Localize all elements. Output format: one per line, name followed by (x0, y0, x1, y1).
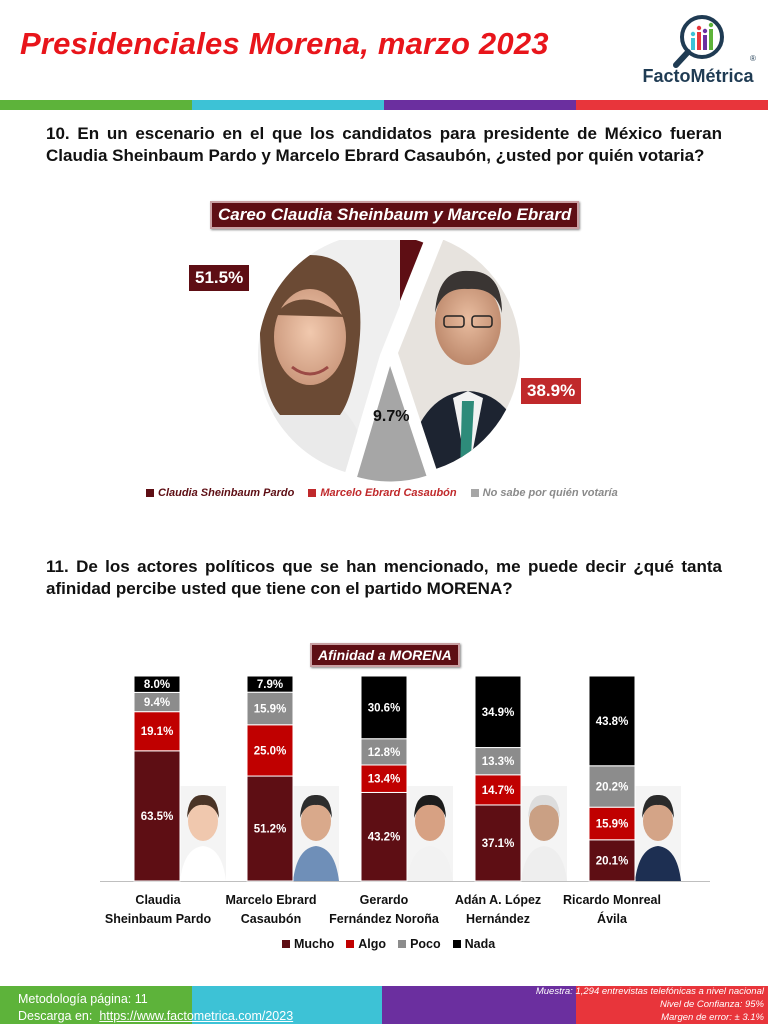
legend-label: Algo (358, 937, 387, 951)
category-line: Ricardo Monreal (563, 893, 661, 907)
magnifier-chart-icon (636, 12, 762, 68)
legend-swatch (453, 940, 461, 948)
category-label (324, 891, 444, 929)
page-title: Presidenciales Morena, marzo 2023 (20, 26, 549, 61)
category-line: Hernández (466, 912, 530, 926)
data-label: 43.8% (595, 715, 629, 728)
category-line: Claudia (135, 893, 181, 907)
pie-legend (146, 487, 618, 499)
category-line: Casaubón (240, 912, 302, 926)
data-label: 37.1% (481, 837, 515, 850)
candidate-photo (521, 786, 567, 881)
slice-label-ebrard: 38.9% (521, 378, 581, 404)
legend-label: Marcelo Ebrard Casaubón (320, 487, 457, 499)
data-label: 13.3% (481, 756, 515, 769)
data-label: 7.9% (256, 679, 284, 692)
category-line: Adán A. López (454, 893, 542, 907)
bar-legend (282, 937, 495, 951)
pie-chart (0, 240, 768, 500)
footer-info (18, 991, 293, 1025)
legend-label: Nada (464, 937, 496, 951)
data-label: 12.8% (367, 746, 401, 759)
legend-swatch (282, 940, 290, 948)
pie-chart-title: Careo Claudia Sheinbaum y Marcelo Ebrard (210, 201, 579, 229)
slice-label-no-sabe: 9.7% (373, 408, 410, 425)
legend-swatch (398, 940, 406, 948)
registered-mark: ® (750, 54, 756, 63)
question-11: 11. De los actores políticos que se han mencionado, me puede decir ¿qué tanta afinidad percibe usted que tiene con el partido MORENA? (46, 557, 722, 598)
confidence-text: Nivel de Confianza: 95% (659, 999, 764, 1010)
candidate-photo (407, 786, 453, 881)
legend-swatch (346, 940, 354, 948)
legend-item-mucho (282, 937, 334, 951)
data-label: 8.0% (143, 679, 171, 692)
factometrica-logo (636, 12, 762, 92)
bar-chart-title: Afinidad a MORENA (310, 643, 460, 667)
legend-label: Mucho (294, 937, 335, 951)
candidate-photo (180, 786, 226, 881)
survey-notes (536, 985, 764, 1024)
category-line: Ávila (597, 912, 627, 926)
download-line (18, 1008, 293, 1025)
category-label (552, 891, 672, 929)
data-label: 19.1% (140, 726, 174, 739)
legend-label: No sabe por quién votaría (482, 487, 618, 499)
category-label (98, 891, 218, 929)
legend-item-poco (398, 937, 441, 951)
header-color-stripe (0, 100, 768, 110)
category-label (438, 891, 558, 929)
data-label: 34.9% (481, 706, 515, 719)
category-label (211, 891, 331, 929)
data-label: 13.4% (367, 773, 401, 786)
legend-item-ebrard (308, 487, 456, 499)
download-link[interactable]: https://www.factometrica.com/2023 (99, 1009, 294, 1023)
data-label: 20.2% (595, 781, 629, 794)
slice-label-sheinbaum: 51.5% (189, 265, 249, 291)
candidate-photo (635, 786, 681, 881)
legend-swatch (308, 489, 316, 497)
sample-text: Muestra: 1,294 entrevistas telefónicas a nivel nacional (535, 986, 764, 997)
logo-text: FactoMétrica (642, 66, 754, 86)
question-10: 10. En un escenario en el que los candidatos para presidente de México fueran Claudia Sheinbaum Pardo y Marcelo Ebrard Casaubón, ¿usted por quién votaria? (46, 124, 722, 165)
data-label: 9.4% (143, 697, 171, 710)
data-label: 43.2% (367, 831, 401, 844)
error-text: Margen de error: ± 3.1% (661, 1012, 764, 1023)
data-label: 63.5% (140, 810, 174, 823)
data-label: 20.1% (595, 855, 629, 868)
data-label: 15.9% (253, 703, 287, 716)
data-label: 14.7% (481, 784, 515, 797)
legend-item-algo (346, 937, 386, 951)
data-label: 51.2% (253, 823, 287, 836)
legend-label: Poco (410, 937, 441, 951)
candidate-photo (293, 786, 339, 881)
legend-item-sheinbaum (146, 487, 294, 499)
legend-swatch (146, 489, 154, 497)
category-line: Fernández Noroña (329, 912, 439, 926)
data-label: 15.9% (595, 818, 629, 831)
data-label: 25.0% (253, 745, 287, 758)
legend-swatch (471, 489, 479, 497)
legend-label: Claudia Sheinbaum Pardo (158, 487, 295, 499)
category-line: Marcelo Ebrard (225, 893, 317, 907)
category-line: Gerardo (359, 893, 409, 907)
methodology-text: Metodología página: 11 (18, 992, 148, 1006)
legend-item-no-sabe (471, 487, 618, 499)
data-label: 30.6% (367, 702, 401, 715)
download-label: Descarga en: (18, 1009, 93, 1023)
category-line: Sheinbaum Pardo (104, 912, 212, 926)
legend-item-nada (453, 937, 496, 951)
